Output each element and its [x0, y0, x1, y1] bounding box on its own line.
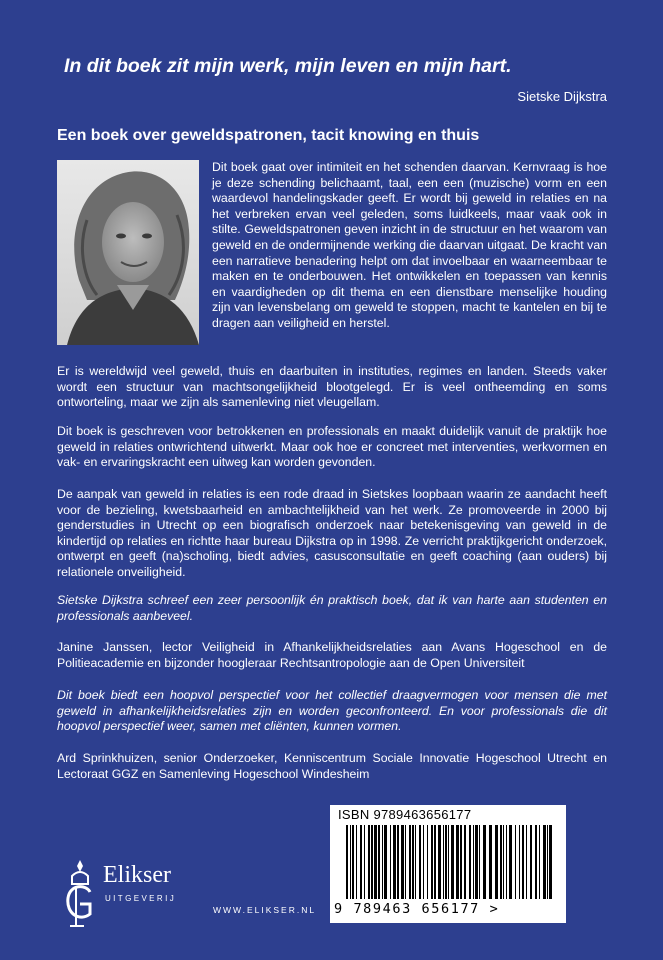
barcode-digits: 9 789463 656177 >	[334, 901, 500, 917]
paragraph-audience	[57, 424, 607, 471]
paragraph-text: Janine Janssen, lector Veiligheid in Afhankelijkheidsrelaties aan Avans Hogeschool en de Politieacademie en bijzonder hoogleraar Rechtsantropologie aan de Open Universiteit	[57, 640, 607, 670]
isbn-label: ISBN 9789463656177	[338, 807, 472, 822]
intro-paragraph	[57, 160, 607, 348]
publisher-name: Elikser	[103, 862, 171, 888]
elikser-emblem-icon	[58, 856, 102, 931]
quote-author: Sietske Dijkstra	[517, 89, 607, 104]
paragraph-text: Sietske Dijkstra schreef een zeer persoonlijk én praktisch boek, dat ik van harte aan studenten en professionals aanbeveel.	[57, 593, 607, 623]
paragraph-text: Er is wereldwijd veel geweld, thuis en daarbuiten in instituties, regimes en landen. Steeds vaker wordt een structuur van machtsongelijkheid blootgelegd. Er is veel ontheemding en soms ontworteling, maar we zijn als samenleving niet vleugellam.	[57, 364, 607, 410]
paragraph-biography	[57, 487, 607, 581]
paragraph-world	[57, 364, 607, 411]
paragraph-text: Dit boek is geschreven voor betrokkenen en professionals en maakt duidelijk vanuit de praktijk hoe geweld in relaties ontwrichtend uitwerkt. Maar ook hoe er concreet met interventies, werkvormen en vak- en ervaringskracht een uitweg kan worden gevonden.	[57, 424, 607, 470]
publisher-logo	[58, 856, 208, 931]
paragraph-text: Dit boek biedt een hoopvol perspectief voor het collectief draagvermogen voor mensen die met geweld in afhankelijkheidsrelaties zijn en worden geconfronteerd. En voor professionals die dit hoopvol perspectief weer, samen met cliënten, kunnen vormen.	[57, 688, 607, 734]
paragraph-intro: Dit boek gaat over intimiteit en het schenden daarvan. Kernvraag is hoe je deze schending belichaamt, taal, een een (muzische) vorm en een waardevol handelingskader geeft. Er wordt bij geweld in relaties en na het verbreken ervan veel geleden, soms luidkeels, maar vaak ook in stilte. Geweldspatronen geven inzicht in de structuur en het waarom van geweld en de ondermijnende werking die daarvan uitgaat. De kracht van een narratieve benadering helpt om dat invoelbaar en waarneembaar te maken en te onderbouwen. Het ontwikkelen en toepassen van kennis en vaardigheden op dit thema en een dienstbare menselijke houding zijn van levensbelang om geweld te stoppen, macht te kantelen en bij te dragen aan veiligheid en herstel.	[212, 160, 607, 330]
reviewer-1	[57, 640, 607, 671]
barcode-panel	[330, 805, 566, 923]
reviewer-2	[57, 751, 607, 782]
paragraph-text: De aanpak van geweld in relaties is een rode draad in Sietskes loopbaan waarin ze aandacht heeft voor de bezieling, kwetsbaarheid en ambachtelijkheid van het werk. Ze promoveerde in 2000 bij genderstudies in Utrecht op een biografisch onderzoek naar betekenisgeving van geweld in de kindertijd op relaties en richtte haar bureau Dijkstra op in 1998. Ze verricht praktijkgericht onderzoek, ontwerpt en geeft (na)scholing, biedt advies, casusconsultatie en geeft coaching (aan ouders) bij relationele onveiligheid.	[57, 487, 607, 579]
publisher-website: WWW.ELIKSER.NL	[213, 905, 317, 915]
publisher-sub: UITGEVERIJ	[105, 894, 177, 903]
paragraph-text: Ard Sprinkhuizen, senior Onderzoeker, Kenniscentrum Sociale Innovatie Hogeschool Utrecht en Lectoraat GGZ en Samenleving Hogeschool Windesheim	[57, 751, 607, 781]
cover-quote: In dit boek zit mijn werk, mijn leven en mijn hart.	[64, 55, 512, 77]
review-quote-2	[57, 688, 607, 735]
book-subtitle: Een boek over geweldspatronen, tacit knowing en thuis	[57, 127, 480, 144]
review-quote-1	[57, 593, 607, 624]
